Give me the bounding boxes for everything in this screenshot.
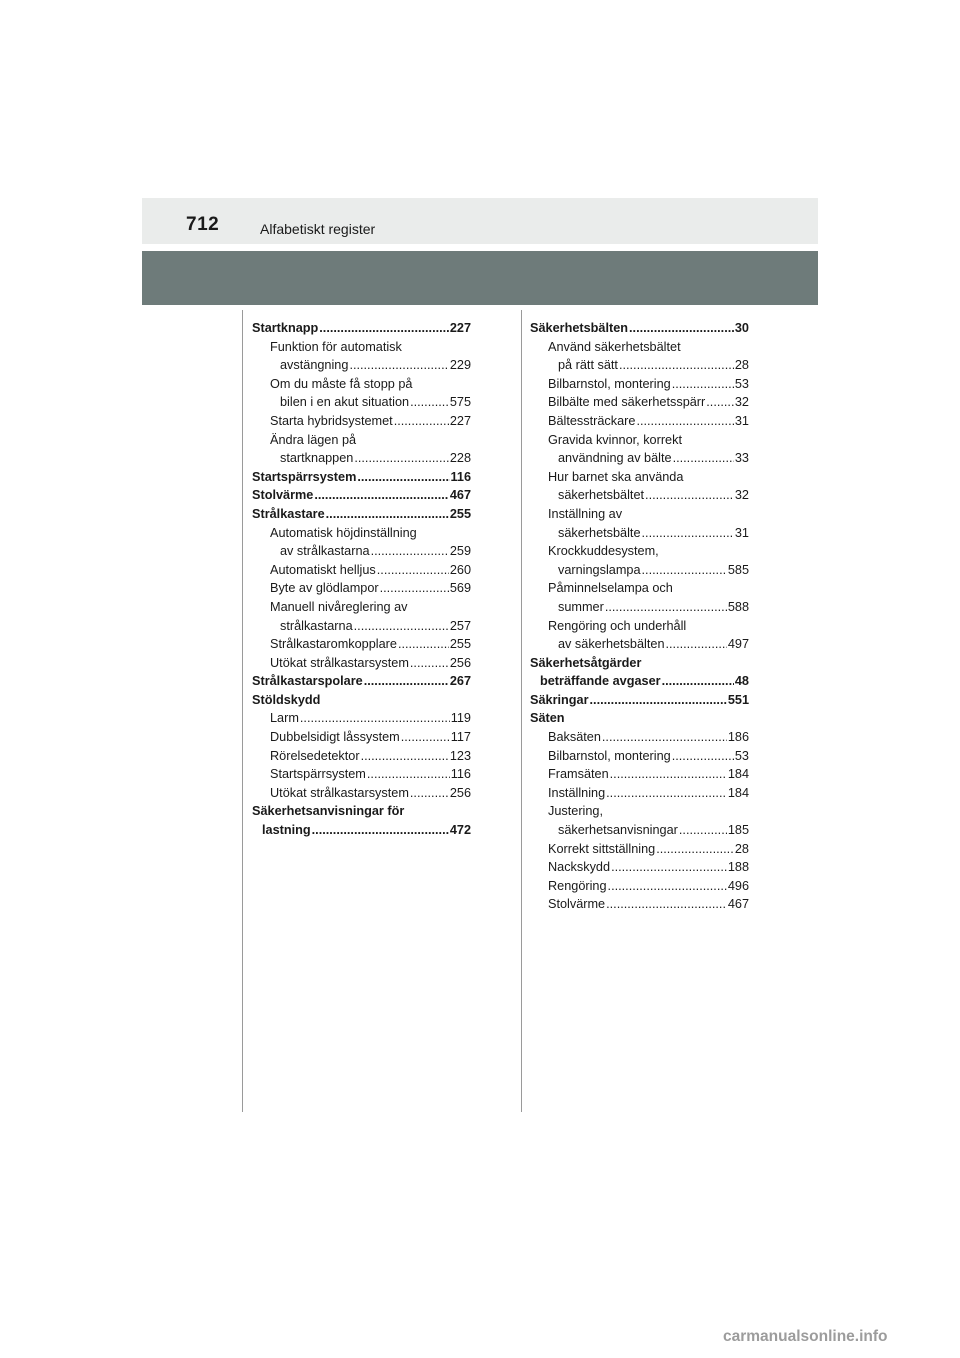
index-entry — [530, 468, 749, 487]
dot-leader — [656, 840, 734, 859]
entry-term: Krockkuddesystem, — [548, 544, 659, 559]
entry-page-number: 123 — [449, 748, 471, 763]
entry-page-number: 30 — [734, 321, 749, 335]
dot-leader — [642, 524, 734, 543]
dot-leader — [371, 542, 449, 561]
entry-term: säkerhetsbältet — [558, 488, 645, 503]
index-entry — [530, 579, 749, 598]
index-entry — [530, 505, 749, 524]
index-entry — [530, 877, 749, 896]
index-entry — [252, 821, 471, 840]
entry-page-number: 186 — [727, 730, 749, 745]
entry-term: Korrekt sittställning — [548, 841, 656, 856]
index-column-right — [530, 319, 749, 914]
index-entry — [530, 802, 749, 821]
index-entry — [530, 840, 749, 859]
dot-leader — [326, 505, 449, 524]
entry-term: på rätt sätt — [558, 358, 618, 373]
entry-page-number: 551 — [727, 692, 749, 707]
index-entry — [252, 505, 471, 524]
entry-term: Bilbälte med säkerhetsspärr — [548, 395, 706, 410]
index-entry — [530, 765, 749, 784]
index-entry — [530, 895, 749, 914]
dot-leader — [608, 877, 727, 896]
entry-page-number: 119 — [450, 711, 471, 726]
column-divider-left — [242, 310, 243, 1112]
entry-term: Utökat strålkastarsystem — [270, 785, 409, 800]
dot-leader — [606, 784, 727, 803]
entry-page-number: 31 — [734, 525, 749, 540]
index-entry — [530, 598, 749, 617]
entry-term: Rengöring och underhåll — [548, 618, 687, 633]
entry-term: Bältessträckare — [548, 413, 636, 428]
entry-term: Säten — [530, 711, 565, 726]
index-entry — [530, 728, 749, 747]
index-entry — [252, 338, 471, 357]
dot-leader — [410, 784, 449, 803]
entry-term: Säkringar — [530, 692, 589, 707]
dot-leader — [398, 635, 449, 654]
entry-term: Starta hybridsystemet — [270, 413, 393, 428]
entry-term: Funktion för automatisk — [270, 339, 402, 354]
index-entry — [252, 765, 471, 784]
entry-term: summer — [558, 599, 604, 614]
index-entry — [530, 561, 749, 580]
entry-page-number: 472 — [449, 823, 471, 838]
dot-leader — [642, 561, 727, 580]
dot-leader — [300, 709, 450, 728]
dot-leader — [672, 747, 734, 766]
entry-term: beträffande avgaser — [540, 674, 661, 689]
index-entry — [530, 356, 749, 375]
entry-term: Säkerhetsåtgärder — [530, 655, 642, 670]
entry-page-number: 229 — [449, 358, 471, 373]
dot-leader — [364, 672, 449, 691]
index-entry — [530, 858, 749, 877]
index-entry — [252, 709, 471, 728]
entry-page-number: 53 — [734, 748, 749, 763]
entry-term: lastning — [262, 823, 311, 838]
header-bar — [142, 251, 818, 305]
entry-page-number: 116 — [450, 469, 471, 484]
entry-term: Om du måste få stopp på — [270, 376, 413, 391]
entry-page-number: 497 — [727, 637, 749, 652]
dot-leader — [394, 412, 449, 431]
entry-term: Använd säkerhetsbältet — [548, 339, 681, 354]
dot-leader — [357, 468, 449, 487]
entry-term: Rörelsedetektor — [270, 748, 360, 763]
index-entry — [530, 393, 749, 412]
entry-term: Larm — [270, 711, 299, 726]
entry-page-number: 48 — [734, 674, 749, 689]
entry-term: Säkerhetsbälten — [530, 321, 629, 335]
entry-term: Startspärrsystem — [270, 767, 366, 782]
entry-page-number: 32 — [734, 395, 749, 410]
entry-page-number: 188 — [727, 860, 749, 875]
index-entry — [252, 598, 471, 617]
entry-term: Påminnelselampa och — [548, 581, 673, 596]
index-entry — [252, 617, 471, 636]
entry-term: Stolvärme — [252, 488, 314, 503]
entry-term: Inställning av — [548, 506, 623, 521]
dot-leader — [636, 412, 733, 431]
dot-leader — [361, 747, 449, 766]
index-entry — [252, 691, 471, 710]
entry-page-number: 496 — [727, 878, 749, 893]
entry-term: Bilbarnstol, montering — [548, 376, 671, 391]
entry-page-number: 116 — [450, 767, 471, 782]
dot-leader — [706, 393, 734, 412]
header-band — [142, 198, 818, 244]
entry-term: bilen i en akut situation — [280, 395, 410, 410]
index-entry — [530, 319, 749, 338]
index-entry — [252, 375, 471, 394]
entry-term: Dubbelsidigt låssystem — [270, 730, 400, 745]
dot-leader — [666, 635, 727, 654]
entry-term: Strålkastare — [252, 506, 325, 521]
entry-term: säkerhetsbälte — [558, 525, 641, 540]
entry-term: startknappen — [280, 451, 354, 466]
entry-term: Hur barnet ska använda — [548, 469, 684, 484]
entry-page-number: 32 — [734, 488, 749, 503]
entry-page-number: 467 — [727, 897, 749, 912]
entry-page-number: 255 — [449, 506, 471, 521]
entry-page-number: 256 — [449, 655, 471, 670]
entry-term: användning av bälte — [558, 451, 672, 466]
entry-term: av säkerhetsbälten — [558, 637, 665, 652]
entry-term: Gravida kvinnor, korrekt — [548, 432, 682, 447]
dot-leader — [401, 728, 450, 747]
entry-page-number: 467 — [449, 488, 471, 503]
index-entry — [530, 431, 749, 450]
dot-leader — [619, 356, 734, 375]
index-entry — [530, 524, 749, 543]
index-entry — [530, 449, 749, 468]
dot-leader — [410, 393, 449, 412]
index-entry — [252, 356, 471, 375]
dot-leader — [602, 728, 727, 747]
dot-leader — [314, 486, 448, 505]
entry-term: Automatiskt helljus — [270, 562, 376, 577]
index-entry — [252, 672, 471, 691]
dot-leader — [679, 821, 727, 840]
dot-leader — [590, 691, 727, 710]
entry-page-number: 227 — [449, 321, 471, 335]
entry-page-number: 257 — [449, 618, 471, 633]
dot-leader — [377, 561, 449, 580]
index-entry — [252, 319, 471, 338]
entry-term: Framsäten — [548, 767, 609, 782]
index-entry — [252, 468, 471, 487]
index-column-left — [252, 319, 471, 840]
entry-page-number: 117 — [450, 730, 471, 745]
entry-page-number: 228 — [449, 451, 471, 466]
entry-term: Bilbarnstol, montering — [548, 748, 671, 763]
entry-term: Strålkastarspolare — [252, 674, 363, 689]
entry-term: Stolvärme — [548, 897, 606, 912]
entry-page-number: 31 — [734, 413, 749, 428]
entry-term: Nackskydd — [548, 860, 611, 875]
entry-term: Startknapp — [252, 321, 319, 335]
dot-leader — [380, 579, 449, 598]
index-entry — [252, 802, 471, 821]
section-title: Alfabetiskt register — [260, 221, 376, 237]
entry-term: strålkastarna — [280, 618, 353, 633]
entry-term: Inställning — [548, 785, 606, 800]
entry-term: varningslampa — [558, 562, 641, 577]
index-entry — [252, 728, 471, 747]
index-entry — [530, 709, 749, 728]
entry-page-number: 185 — [727, 823, 749, 838]
index-entry — [252, 393, 471, 412]
page-number: 712 — [186, 214, 220, 235]
entry-term: Stöldskydd — [252, 692, 321, 707]
dot-leader — [673, 449, 734, 468]
dot-leader — [629, 319, 734, 338]
dot-leader — [367, 765, 450, 784]
index-entry — [252, 784, 471, 803]
index-entry — [530, 654, 749, 673]
entry-page-number: 267 — [449, 674, 471, 689]
entry-page-number: 184 — [727, 785, 749, 800]
dot-leader — [662, 672, 734, 691]
entry-page-number: 259 — [449, 544, 471, 559]
index-entry — [252, 486, 471, 505]
entry-page-number: 585 — [727, 562, 749, 577]
index-entry — [530, 672, 749, 691]
entry-page-number: 184 — [727, 767, 749, 782]
index-entry — [530, 338, 749, 357]
entry-page-number: 28 — [734, 841, 749, 856]
watermark-text: carmanualsonline.info — [723, 1328, 888, 1345]
entry-term: Baksäten — [548, 730, 601, 745]
index-entry — [530, 486, 749, 505]
dot-leader — [672, 375, 734, 394]
dot-leader — [410, 654, 449, 673]
entry-page-number: 255 — [449, 637, 471, 652]
index-entry — [530, 375, 749, 394]
entry-page-number: 256 — [449, 785, 471, 800]
dot-leader — [645, 486, 734, 505]
entry-term: av strålkastarna — [280, 544, 370, 559]
index-entry — [530, 635, 749, 654]
entry-term: Utökat strålkastarsystem — [270, 655, 409, 670]
entry-term: Strålkastaromkopplare — [270, 637, 397, 652]
index-entry — [252, 524, 471, 543]
column-divider-right — [521, 310, 522, 1112]
index-entry — [530, 412, 749, 431]
index-entry — [252, 635, 471, 654]
entry-page-number: 53 — [734, 376, 749, 391]
dot-leader — [605, 598, 727, 617]
index-entry — [530, 691, 749, 710]
index-entry — [252, 449, 471, 468]
entry-term: Rengöring — [548, 878, 607, 893]
entry-term: Justering, — [548, 804, 604, 819]
index-entry — [252, 654, 471, 673]
entry-page-number: 28 — [734, 358, 749, 373]
entry-page-number: 588 — [727, 599, 749, 614]
dot-leader — [611, 858, 727, 877]
dot-leader — [606, 895, 727, 914]
index-entry — [252, 747, 471, 766]
index-entry — [530, 821, 749, 840]
index-entry — [530, 784, 749, 803]
dot-leader — [349, 356, 448, 375]
index-entry — [252, 561, 471, 580]
entry-term: avstängning — [280, 358, 349, 373]
entry-page-number: 575 — [449, 395, 471, 410]
dot-leader — [319, 319, 449, 338]
entry-page-number: 33 — [734, 451, 749, 466]
entry-term: Automatisk höjdinställning — [270, 525, 417, 540]
index-entry — [252, 431, 471, 450]
index-entry — [530, 542, 749, 561]
dot-leader — [354, 617, 449, 636]
index-entry — [252, 412, 471, 431]
dot-leader — [312, 821, 449, 840]
dot-leader — [354, 449, 448, 468]
entry-term: säkerhetsanvisningar — [558, 823, 678, 838]
dot-leader — [610, 765, 727, 784]
entry-term: Byte av glödlampor — [270, 581, 379, 596]
index-entry — [530, 617, 749, 636]
entry-term: Säkerhetsanvisningar för — [252, 804, 405, 819]
entry-term: Ändra lägen på — [270, 432, 357, 447]
index-entry — [252, 579, 471, 598]
index-entry — [530, 747, 749, 766]
entry-page-number: 569 — [449, 581, 471, 596]
entry-term: Manuell nivåreglering av — [270, 599, 408, 614]
entry-term: Startspärrsystem — [252, 469, 357, 484]
index-entry — [252, 542, 471, 561]
entry-page-number: 260 — [449, 562, 471, 577]
entry-page-number: 227 — [449, 413, 471, 428]
